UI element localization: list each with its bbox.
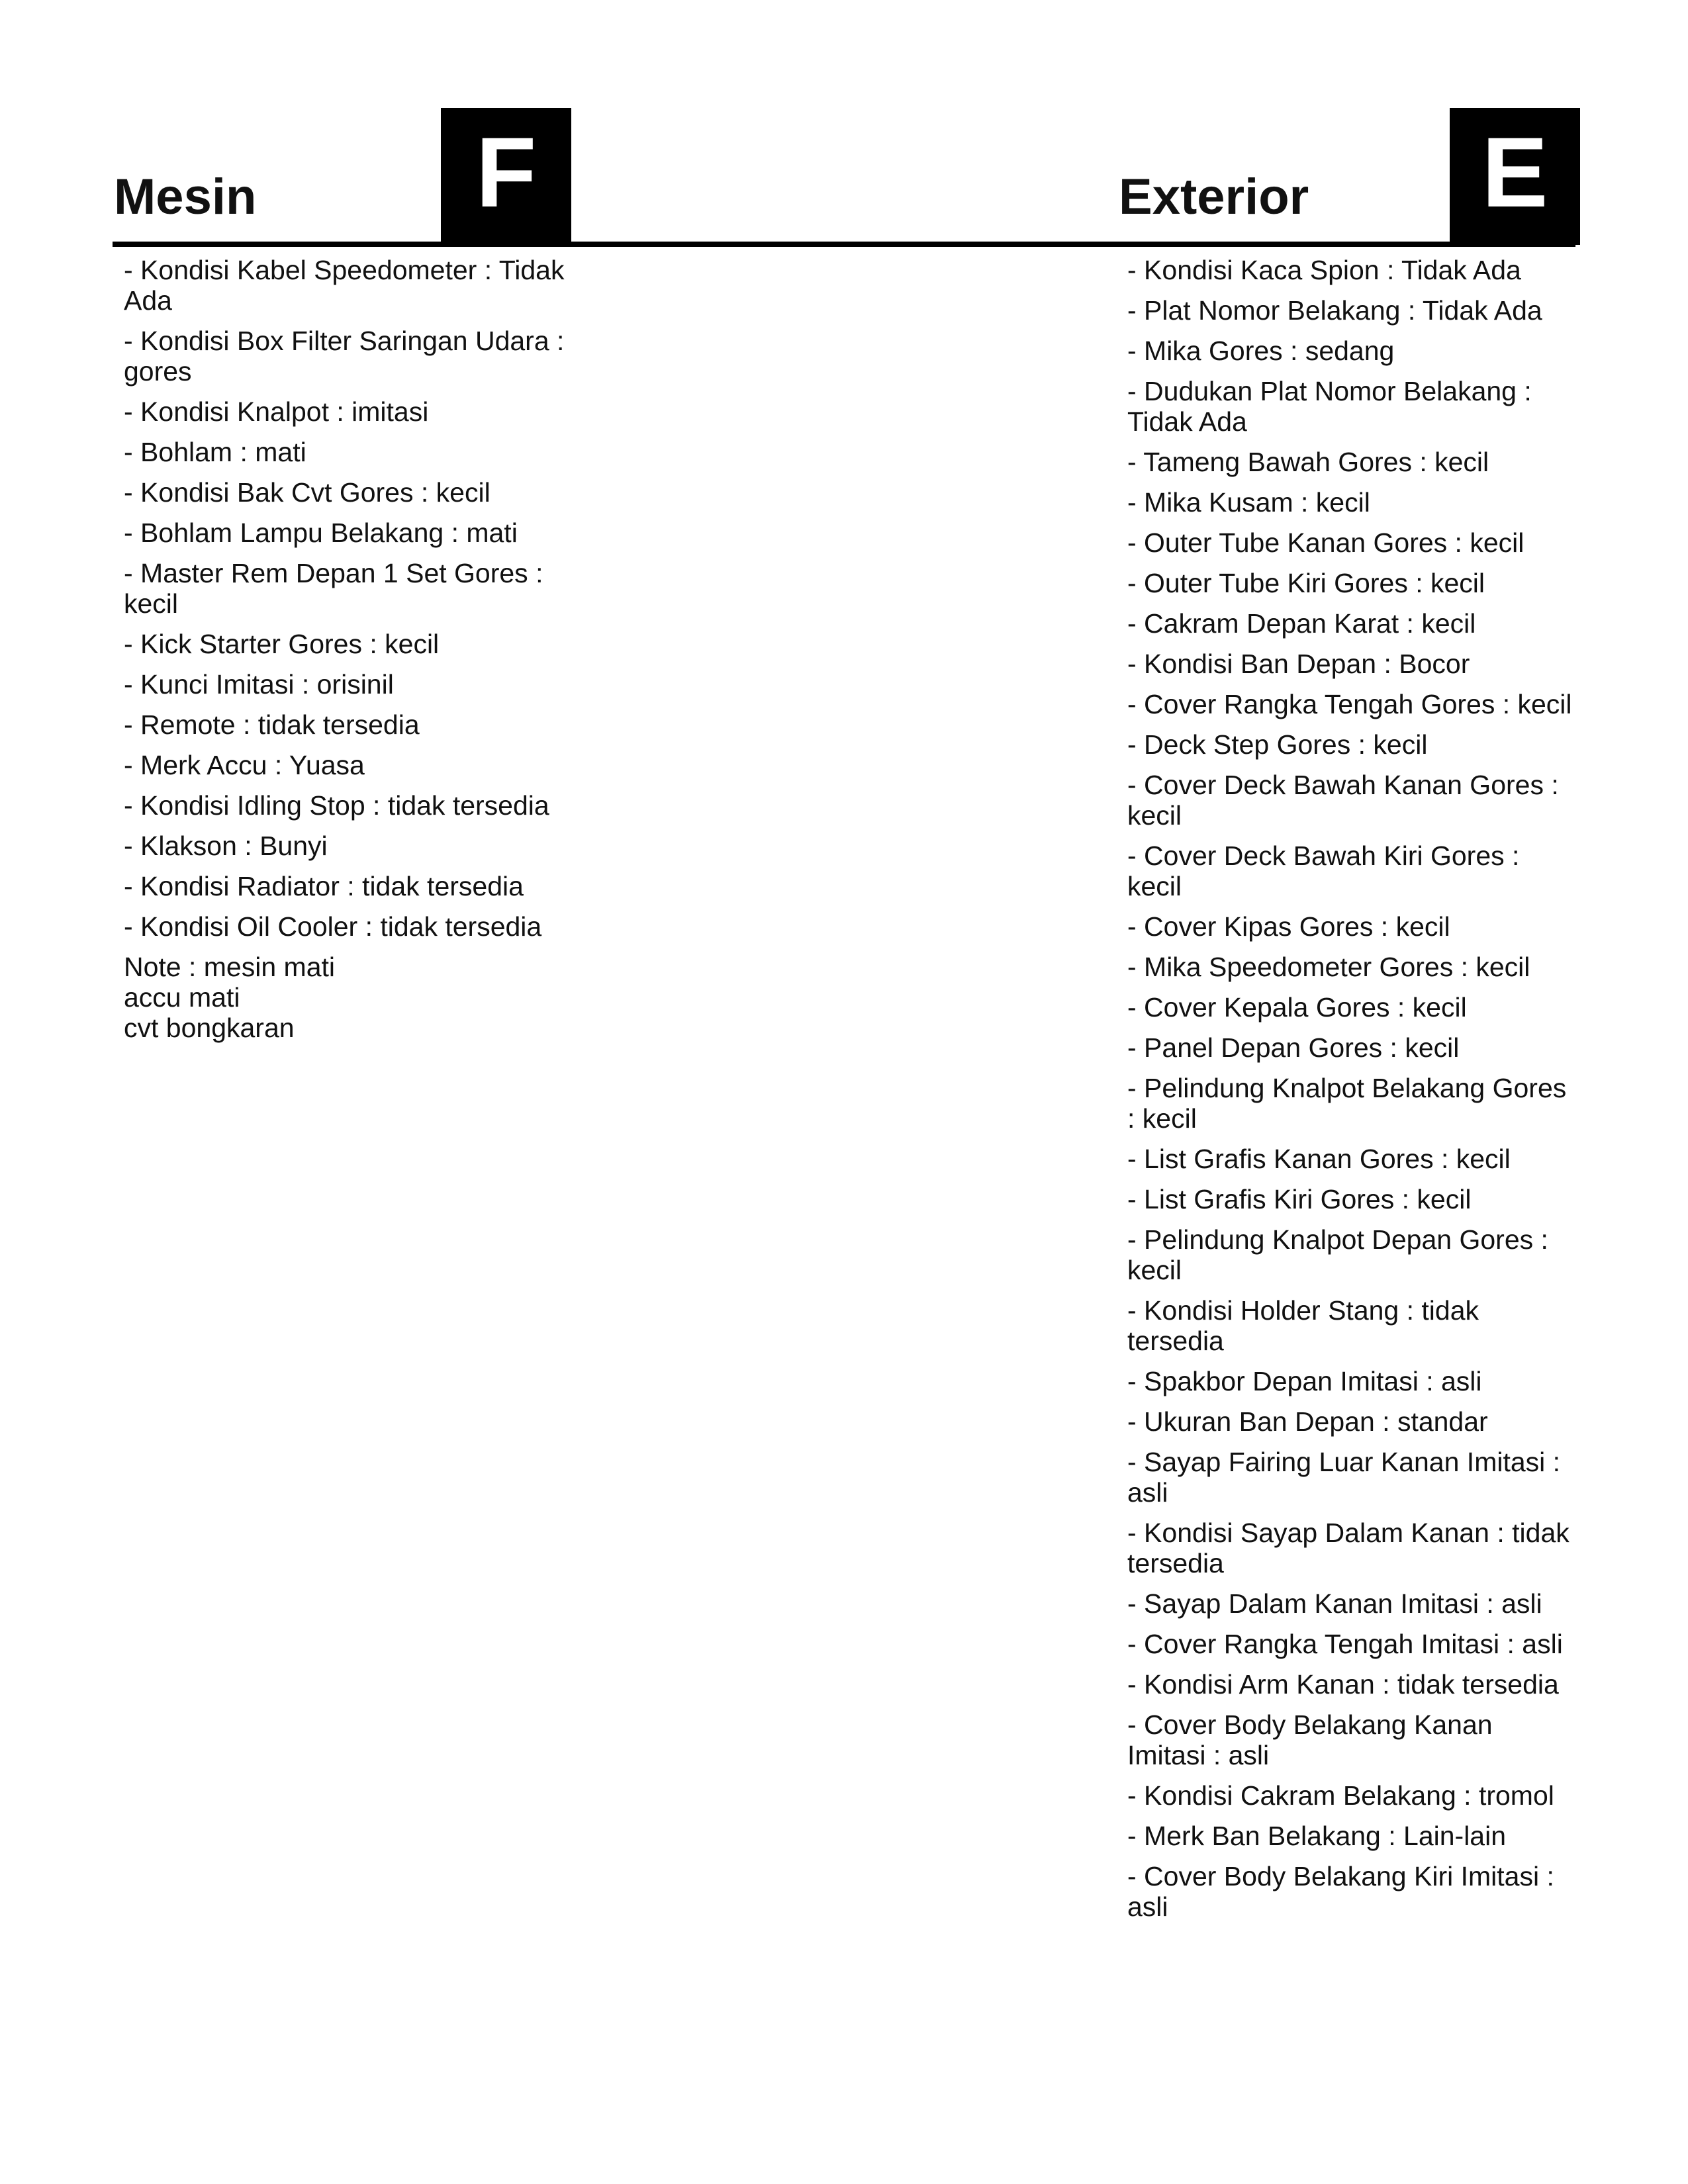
list-item: - Outer Tube Kanan Gores : kecil (1127, 527, 1524, 558)
list-item: - Bohlam Lampu Belakang : mati (124, 518, 518, 548)
list-item: - Cover Kipas Gores : kecil (1127, 911, 1450, 942)
list-item: - Kondisi Ban Depan : Bocor (1127, 649, 1470, 679)
list-item: - Mika Kusam : kecil (1127, 487, 1370, 518)
list-item: - Ukuran Ban Depan : standar (1127, 1406, 1488, 1437)
list-item: - Kondisi Radiator : tidak tersedia (124, 871, 524, 901)
section-badge-e: E (1450, 108, 1580, 245)
list-item: - Cover Body Belakang Kiri Imitasi : asli (1127, 1861, 1554, 1922)
list-item: - Cover Rangka Tengah Imitasi : asli (1127, 1629, 1563, 1659)
exterior-condition-list (1127, 255, 1577, 1932)
list-item: - Cover Body Belakang Kanan Imitasi : asli (1127, 1709, 1493, 1770)
list-item: - Merk Accu : Yuasa (124, 750, 365, 780)
list-item: - Kondisi Bak Cvt Gores : kecil (124, 477, 491, 508)
list-item: - Kondisi Box Filter Saringan Udara : gores (124, 326, 565, 387)
list-item: - Mika Gores : sedang (1127, 336, 1395, 366)
list-item: - Kondisi Knalpot : imitasi (124, 396, 429, 427)
list-item: - Kondisi Kaca Spion : Tidak Ada (1127, 255, 1521, 285)
section-badge-f: F (441, 108, 571, 245)
list-item: - Dudukan Plat Nomor Belakang : Tidak Ada (1127, 376, 1532, 437)
list-item: - Kondisi Arm Kanan : tidak tersedia (1127, 1669, 1559, 1700)
list-item: - Merk Ban Belakang : Lain-lain (1127, 1821, 1507, 1851)
list-item: - Cover Deck Bawah Kanan Gores : kecil (1127, 770, 1559, 831)
list-item: - Mika Speedometer Gores : kecil (1127, 952, 1530, 982)
list-item: - Cover Deck Bawah Kiri Gores : kecil (1127, 841, 1520, 901)
list-item: - Deck Step Gores : kecil (1127, 729, 1428, 760)
list-item: - Kondisi Sayap Dalam Kanan : tidak tersedia (1127, 1518, 1570, 1578)
list-item: - Klakson : Bunyi (124, 831, 328, 861)
list-item: - Pelindung Knalpot Depan Gores : kecil (1127, 1224, 1548, 1285)
list-item: - List Grafis Kanan Gores : kecil (1127, 1144, 1511, 1174)
list-item: - List Grafis Kiri Gores : kecil (1127, 1184, 1472, 1214)
list-item: - Cover Kepala Gores : kecil (1127, 992, 1467, 1023)
list-item: - Cakram Depan Karat : kecil (1127, 608, 1476, 639)
list-item: - Outer Tube Kiri Gores : kecil (1127, 568, 1485, 598)
list-item: - Plat Nomor Belakang : Tidak Ada (1127, 295, 1542, 326)
list-item: - Sayap Fairing Luar Kanan Imitasi : asli (1127, 1447, 1561, 1508)
section-title-mesin: Mesin (114, 169, 257, 225)
header-divider (113, 242, 1575, 247)
list-item: - Kondisi Holder Stang : tidak tersedia (1127, 1295, 1479, 1356)
list-item: - Pelindung Knalpot Belakang Gores : kecil (1127, 1073, 1567, 1134)
list-item: - Kondisi Kabel Speedometer : Tidak Ada (124, 255, 565, 316)
list-item: - Bohlam : mati (124, 437, 306, 467)
list-item: - Master Rem Depan 1 Set Gores : kecil (124, 558, 543, 619)
list-item: - Remote : tidak tersedia (124, 709, 420, 740)
list-item: - Kick Starter Gores : kecil (124, 629, 440, 659)
list-item: - Spakbor Depan Imitasi : asli (1127, 1366, 1482, 1396)
engine-note: Note : mesin mati accu mati cvt bongkaran (124, 952, 335, 1043)
list-item: - Sayap Dalam Kanan Imitasi : asli (1127, 1588, 1542, 1619)
list-item: - Kunci Imitasi : orisinil (124, 669, 394, 700)
section-title-exterior: Exterior (1119, 169, 1309, 225)
list-item: - Tameng Bawah Gores : kecil (1127, 447, 1489, 477)
list-item: - Kondisi Cakram Belakang : tromol (1127, 1780, 1554, 1811)
list-item: - Panel Depan Gores : kecil (1127, 1032, 1460, 1063)
engine-condition-list (124, 255, 574, 1053)
list-item: - Kondisi Idling Stop : tidak tersedia (124, 790, 549, 821)
list-item: - Cover Rangka Tengah Gores : kecil (1127, 689, 1572, 719)
list-item: - Kondisi Oil Cooler : tidak tersedia (124, 911, 542, 942)
